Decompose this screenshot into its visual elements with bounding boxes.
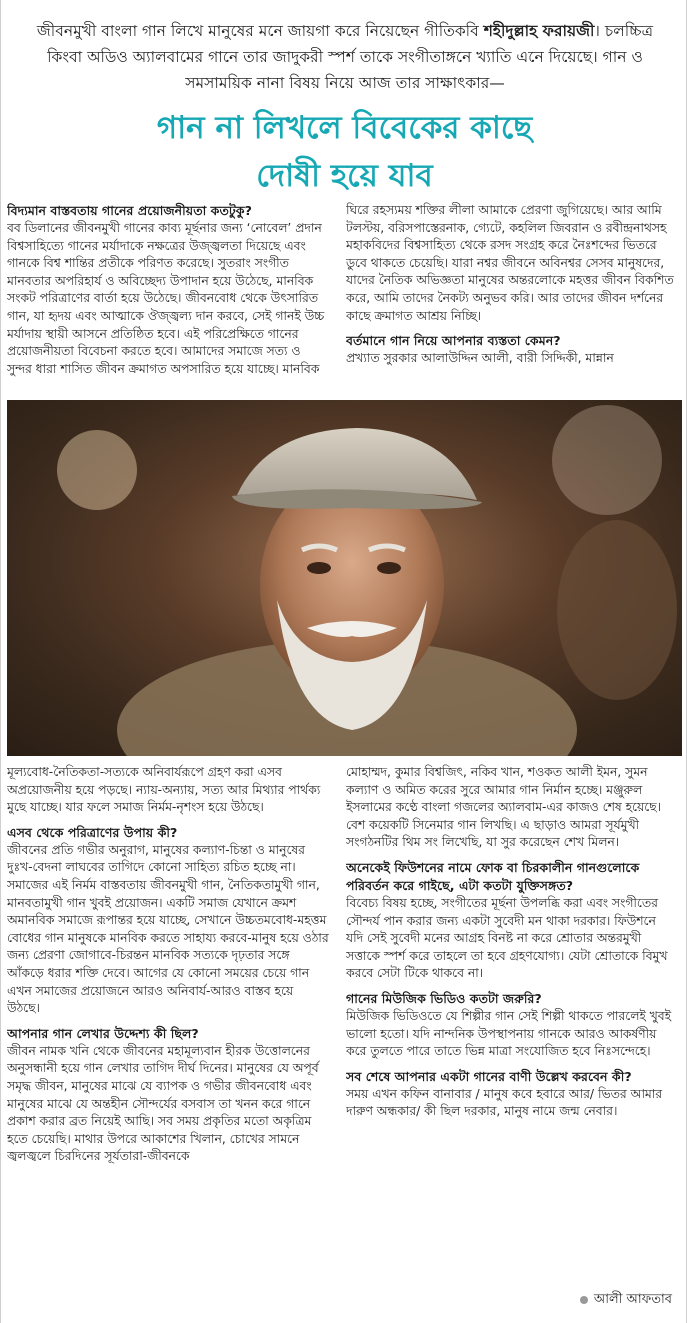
question-heading: সব শেষে আপনার একটা গানের বাণী উল্লেখ করবেন কী? [346,1068,632,1084]
answer-paragraph: মিউজিক ভিডিওতে যে শিল্পীর গান সেই শিল্পী থাকতে পারলেই খুবই ভালো হতো। যদি নান্দনিক উপস্থাপনায় গানকে আরও আকর্ষণীয় করে তুলতে পারে তাতে ভিন্ন মাত্রা সংযোজিত হবে নিঃসন্দেহে। [346,1008,671,1059]
question-heading: বর্তমানে গান নিয়ে আপনার ব্যস্ততা কেমন? [346,333,561,349]
interviewee-name: শহীদুল্লাহ ফরায়জী [483,22,595,40]
article-headline [41,104,648,200]
answer-paragraph: জীবনের প্রতি গভীর অনুরাগ, মানুষের কল্যাণ-চিন্তা ও মানুষের দুঃখ-বেদনা লাঘবের তাগিদে কোনো সাহিত্য রচিত হচ্ছে না। সমাজের এই নির্মম বাস্তবতায় জীবনমুখী গান, নৈতিকতামুখী গান, মানবতামুখী গান খুবই প্রয়োজন। একটি সমাজ যেখানে ক্রমশ অমানবিক সমাজে রূপান্তর হয়ে যাচ্ছে, সেখানে উচ্চতমবোধ-মহত্তম বোধের গান মানুষকে মানবিক করতে সাহায্য করবে-মানুষ হয়ে ওঠার জন্য প্রেরণা জোগাবে-চিরন্তন মানবিক সত্যকে দৃঢ়তার সঙ্গে আঁকড়ে ধরার শক্তি দেবে। আগের যে কোনো সময়ের চেয়ে গান এখন সমাজের প্রয়োজনে আরও অনিবার্য-আরও বাস্তব হয়ে উঠছে। [7,842,329,1016]
intro-text-1: জীবনমুখী বাংলা গান লিখে মানুষের মনে জায়গা করে নিয়েছেন গীতিকবি [36,22,484,40]
answer-paragraph: মোহাম্মদ, কুমার বিশ্বজিৎ, নকিব খান, শওকত আলী ইমন, সুমন কল্যাণ ও অমিত করের সুরে আমার গান নির্মান হচ্ছে। মঞ্জুরুল ইসলামের কণ্ঠে বাংলা গজলের অ্যালবাম-এর কাজও শেষ হয়েছে। বেশ কয়েকটি সিনেমার গান লিখছি। এ ছাড়াও আমরা সূর্যমুখী সংগঠনটির থিম সং লিখেছি, যা সুর করেছেন শেখ মিলন। [346,765,662,850]
intro-text-2: । চলচ্চিত্র কিংবা অডিও অ্যালবামের গানে তার জাদুকরী স্পর্শ তাকে সংগীতাঙ্গনে খ্যাতি এনে দিয়েছে। গান ও সমসাময়িক নানা বিষয় নিয়ে আজ তার সাক্ষাৎকার— [47,22,654,92]
column-3 [7,764,329,1316]
article-intro [25,18,665,96]
question-heading: বিদ্যমান বাস্তবতায় গানের প্রয়োজনীয়তা কতটুকু? [7,203,252,218]
column-4 [346,764,676,1316]
answer-paragraph: জীবন নামক খনি থেকে জীবনের মহামূল্যবান হীরক উত্তোলনের অনুসন্ধানী হয়ে গান লেখার তাগিদ দীর্ঘ দিনের। মানুষের যে অপূর্ব সমৃদ্ধ জীবন, মানুষের মাঝে যে ব্যাপক ও গভীর জীবনবোধ এবং মানুষের মাঝে যে অন্তহীন সৌন্দর্যের বসবাস তা খনন করে গানে প্রকাশ করার ব্রত নিয়েই আছি। সব সময় প্রকৃতির মতো অকৃত্রিম হতে চেয়েছি। মাথার উপরে আকাশের খিলান, চোখের সামনে জ্বলজ্বলে চিরদিনের সূর্যতারা-জীবনকে [7,1043,319,1164]
bullet-icon [580,1296,588,1304]
author-byline [580,1290,672,1311]
question-heading: অনেকেই ফিউশনের নামে ফোক বা চিরকালীন গানগুলোকে পরিবর্তন করে গাইছে, এটা কতটা যুক্তিসঙ্গত? [346,859,640,893]
answer-paragraph: বব ডিলানের জীবনমুখী গানের কাব্য মূর্ছনার জন্য ‘নোবেল’ প্রদান বিশ্বসাহিত্যে গানের মর্যাদাকে নক্ষত্রের উজ্জ্বলতা দিয়েছে এবং গানকে বিশ্ব শান্তির প্রতীকে পরিণত করেছে। সুতরাং সংগীত মানবতার অপরিহার্য ও অবিচ্ছেদ্য উপাদান হয়ে উঠেছে, মানবিক সংকট পরিত্রাণের বার্তা হয়ে উঠেছে। জীবনবোধ থেকে উৎসারিত গান, যা হৃদয় এবং আত্মাকে ঔজ্জ্বল্য দান করবে, সেই গানই উচ্চ মর্যাদায় স্থায়ী আসনে প্রতিষ্ঠিত হবে। এই পরিপ্রেক্ষিতে গানের প্রয়োজনীয়তা বিবেচনা করতে হবে। আমাদের সমাজে সত্য ও সুন্দর ধারা শাসিত জীবন ক্রমাগত অপসারিত হয়ে যাচ্ছে। মানবিক [7,221,325,376]
column-2 [346,202,676,394]
answer-paragraph: মূল্যবোধ-নৈতিকতা-সত্যকে অনিবার্যরূপে গ্রহণ করা এসব অপ্রয়োজনীয় হয়ে পড়ছে। ন্যায়-অন্যায়, সত্য আর মিথ্যার পার্থক্য মুছে যাচ্ছে। যার ফলে সমাজ নির্মম-নৃশংস হয়ে উঠছে। [7,765,321,815]
answer-paragraph: সময় এখন কফিন বানাবার / মানুষ কবে হবারে আর/ ভিতর আমার দারুণ অন্ধকার/ কী ছিল দরকার, মানুষ নামে জন্ম নেবার। [346,1086,663,1119]
portrait-photo [7,400,682,756]
question-heading: আপনার গান লেখার উদ্দেশ্য কী ছিল? [7,1025,199,1041]
answer-paragraph: প্রখ্যাত সুরকার আলাউদ্দিন আলী, বারী সিদ্দিকী, মান্নান [346,351,614,366]
headline-line-2: দোষী হয়ে যাব [256,158,433,194]
question-heading: এসব থেকে পরিত্রাণের উপায় কী? [7,824,178,840]
headline-line-1: গান না লিখলে বিবেকের কাছে [156,110,533,146]
answer-paragraph: ঘিরে রহস্যময় শক্তির লীলা আমাকে প্রেরণা জুগিয়েছে। আর আমি টলস্টয়, বরিসপাস্তেরনাক, গ্যেটে, কহলিল জিবরান ও রবীন্দ্রনাথসহ মহাকবিদের বিশ্বসাহিত্য থেকে রসদ সংগ্রহ করে নৈঃশব্দের ভিতরে ডুবে থাকতে চেয়েছি। যারা নশ্বর জীবনে অবিনশ্বর সেসব মানুষদের, যাদের নৈতিক অভিজ্ঞতা মানুষের অন্তরলোকে মহত্তর জীবন বিকশিত করে, আমি তাদের নৈকট্য অনুভব করি। আর তাদের জীবন দর্শনের কাছে ক্রমাগত আশ্রয় নিচ্ছি। [346,203,674,323]
answer-paragraph: বিবেচ্য বিষয় হচ্ছে, সংগীতের মূর্ছনা উপলব্ধি করা এবং সংগীতের সৌন্দর্য পান করার জন্য একটা সুবেদী মন থাকা দরকার। ফিউশনে যদি সেই সুবেদী মনের আগ্রহ বিনষ্ট না করে শ্রোতার অন্তরমুখী সত্তাকে স্পর্শ করে তাহলে তা হবে গ্রহণযোগ্য। যেটা শ্রোতাকে বিমুখ করবে সেটা টিকে থাকবে না। [346,895,668,981]
question-heading: গানের মিউজিক ভিডিও কতটা জরুরি? [346,990,542,1006]
column-1 [7,202,329,394]
portrait-illustration [7,400,682,756]
author-name: আলী আফতাব [593,1292,672,1307]
